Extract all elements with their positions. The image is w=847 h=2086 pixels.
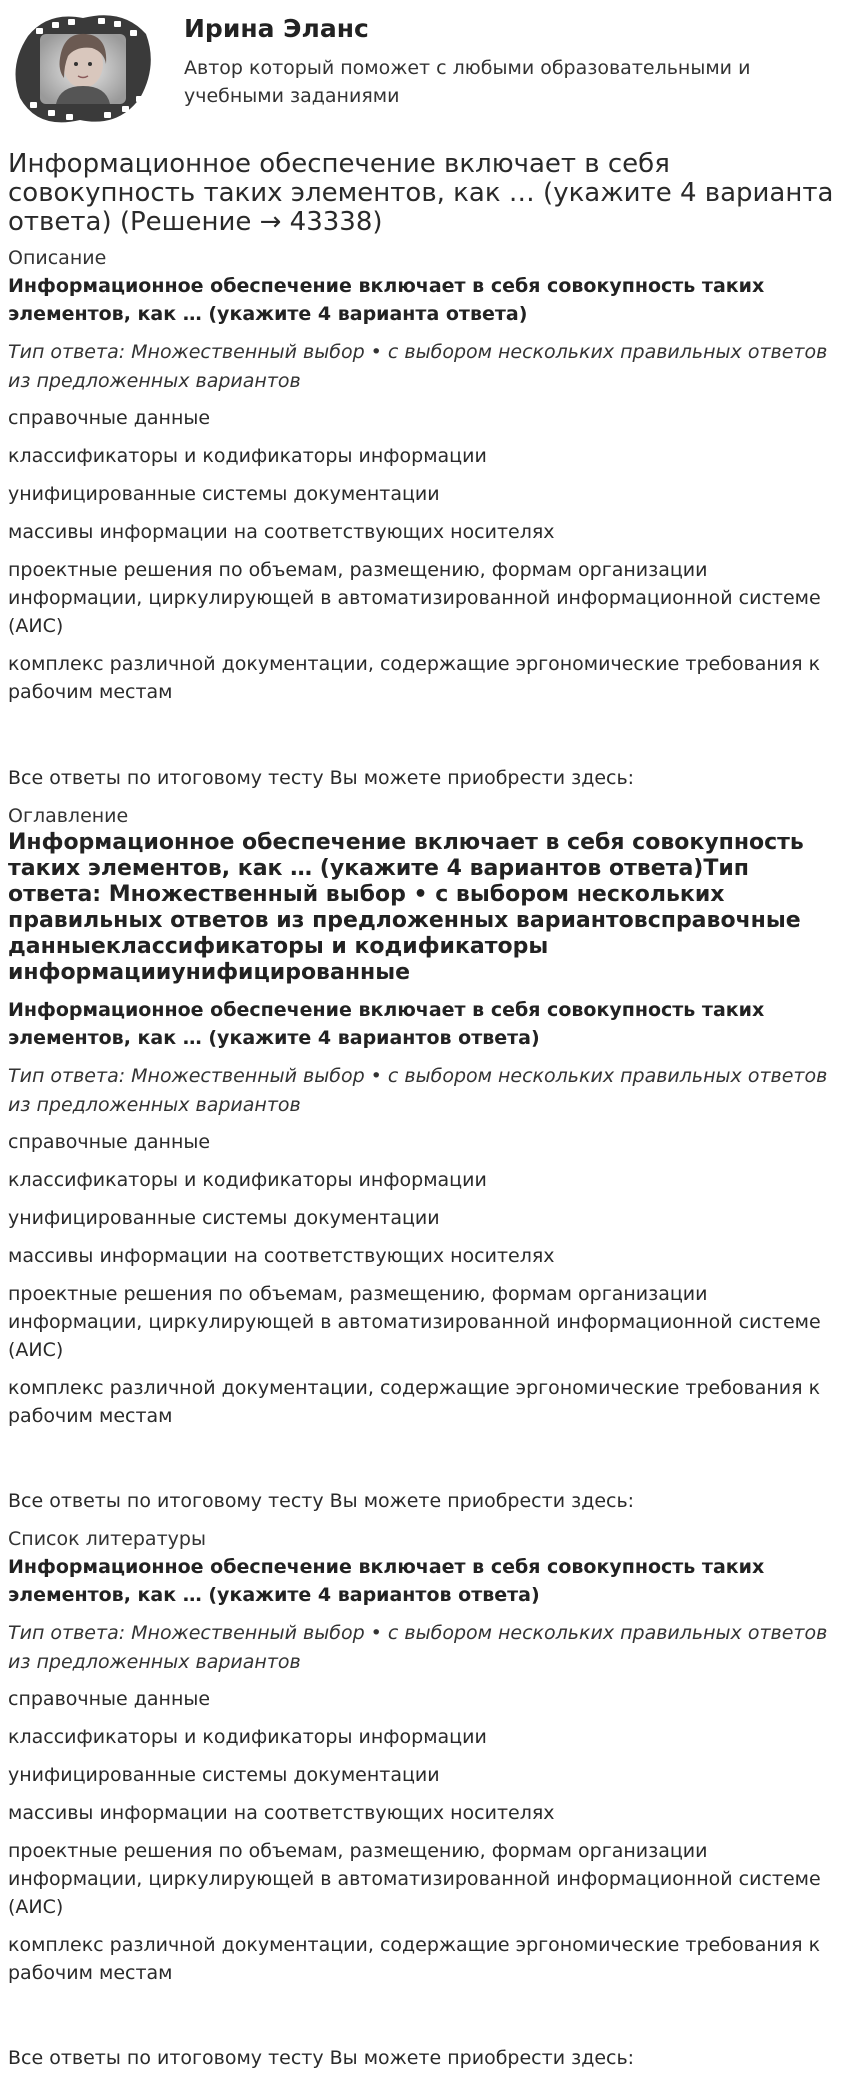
answer-option: справочные данные [8, 1131, 211, 1153]
answer-option: комплекс различной документации, содержащие эргономические требования к рабочим местам [8, 1934, 821, 1984]
author-name[interactable]: Ирина Эланс [184, 14, 369, 43]
answer-type: Тип ответа: Множественный выбор • с выбором нескольких правильных ответов из предложенных вариантов [8, 1065, 828, 1116]
question-title: Информационное обеспечение включает в себя совокупность таких элементов, как … (укажите 4 вариантов ответа) [8, 1556, 765, 1606]
answer-option: массивы информации на соответствующих носителях [8, 521, 555, 543]
avatar-film-frame-image [8, 6, 158, 130]
toc-heading: Информационное обеспечение включает в себя совокупность таких элементов, как … (укажите 4 вариантов ответа)Тип ответа: Множественный выбор • с выбором нескольких правильных ответов из предложенных вариантовсправочные данныеклассификаторы и кодификаторы информацииунифицированные [8, 830, 804, 985]
answer-option: классификаторы и кодификаторы информации [8, 1169, 487, 1191]
literature-section [8, 1527, 838, 1997]
answer-option: классификаторы и кодификаторы информации [8, 1726, 487, 1748]
section-label: Список литературы [8, 1528, 206, 1550]
answer-option: справочные данные [8, 407, 211, 429]
author-card [8, 6, 838, 130]
section-label: Описание [8, 247, 107, 269]
answer-option: проектные решения по объемам, размещению, формам организации информации, циркулирующей в автоматизированной информационной системе (АИС) [8, 559, 821, 637]
toc-section [8, 804, 838, 1440]
section-label: Оглавление [8, 805, 129, 827]
answer-option: комплекс различной документации, содержащие эргономические требования к рабочим местам [8, 1377, 821, 1427]
answer-type: Тип ответа: Множественный выбор • с выбором нескольких правильных ответов из предложенных вариантов [8, 341, 828, 392]
answer-option: унифицированные системы документации [8, 483, 440, 505]
avatar[interactable] [8, 6, 158, 130]
answer-option: классификаторы и кодификаторы информации [8, 445, 487, 467]
question-title: Информационное обеспечение включает в себя совокупность таких элементов, как … (укажите 4 вариантов ответа) [8, 999, 765, 1049]
answer-type: Тип ответа: Множественный выбор • с выбором нескольких правильных ответов из предложенных вариантов [8, 1622, 828, 1673]
answer-option: унифицированные системы документации [8, 1207, 440, 1229]
question-title: Информационное обеспечение включает в себя совокупность таких элементов, как … (укажите 4 варианта ответа) [8, 275, 765, 325]
purchase-note: Все ответы по итоговому тесту Вы можете приобрести здесь: [8, 2047, 635, 2069]
purchase-note: Все ответы по итоговому тесту Вы можете приобрести здесь: [8, 1490, 635, 1512]
answer-option: проектные решения по объемам, размещению, формам организации информации, циркулирующей в автоматизированной информационной системе (АИС) [8, 1840, 821, 1918]
answer-option: проектные решения по объемам, размещению, формам организации информации, циркулирующей в автоматизированной информационной системе (АИС) [8, 1283, 821, 1361]
answer-option: массивы информации на соответствующих носителях [8, 1802, 555, 1824]
answer-option: справочные данные [8, 1688, 211, 1710]
author-description: Автор который поможет с любыми образовательными и учебными заданиями [184, 57, 751, 107]
page-title: Информационное обеспечение включает в себя совокупность таких элементов, как … (укажите 4 варианта ответа) (Решение → 43338) [8, 149, 834, 237]
description-section [8, 246, 838, 716]
answer-option: унифицированные системы документации [8, 1764, 440, 1786]
answer-option: массивы информации на соответствующих носителях [8, 1245, 555, 1267]
answer-option: комплекс различной документации, содержащие эргономические требования к рабочим местам [8, 653, 821, 703]
purchase-note: Все ответы по итоговому тесту Вы можете приобрести здесь: [8, 767, 635, 789]
